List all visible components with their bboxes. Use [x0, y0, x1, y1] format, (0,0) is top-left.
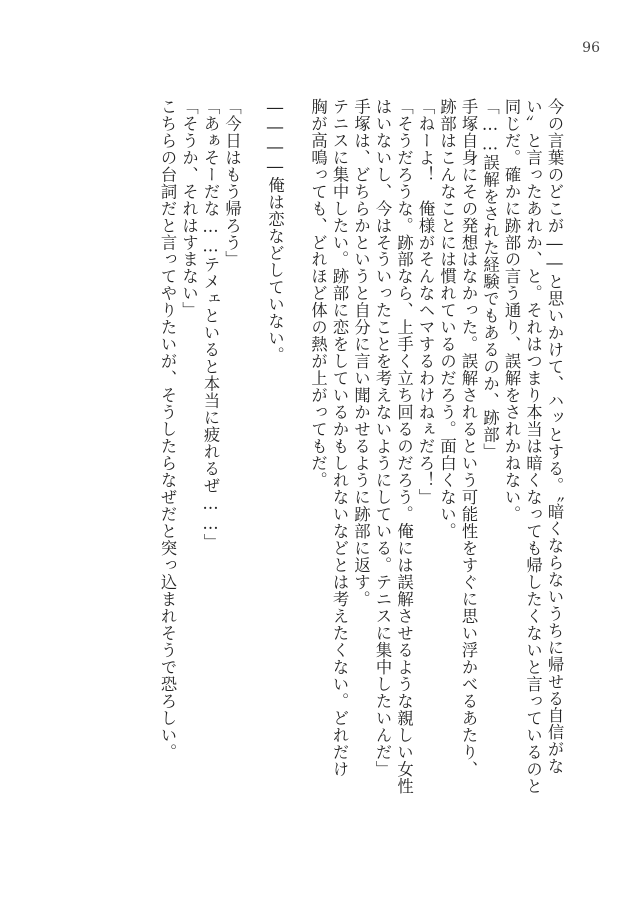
text-line: テニスに集中したい。跡部に恋をしているかもしれないなどとは考えたくない。どれだけ	[330, 98, 349, 778]
text-line: 胸が高鳴っても、どれほど体の熱が上がってもだ。	[308, 98, 328, 489]
scene-emphasis-line: ――――俺は恋などしていない。	[265, 98, 285, 364]
dialogue-line: 「あぁそーだな……テメェといると本当に疲れるぜ……」	[201, 98, 220, 551]
dialogue-line: 「そうか、それはすまない」	[179, 98, 199, 319]
text-line: 手塚は、どちらかというと自分に言い聞かせるように跡部に返す。	[351, 98, 371, 608]
dialogue-line: はいないし、今はそういったことを考えないようにしている。テニスに集中したいんだ」	[373, 98, 392, 778]
text-line: い〟と言ったあれか、と。それはつまり本当は暗くなっても帰したくないと言っているのと	[523, 98, 543, 795]
text-line: こちらの台詞だと言ってやりたいが、そうしたらなぜだと突っ込まれそうで恐ろしい。	[158, 98, 177, 761]
text-line: 跡部はこんなことには慣れているのだろう。面白くない。	[437, 98, 457, 540]
page-number: 96	[582, 40, 600, 56]
blank-line	[244, 98, 264, 870]
text-line: 今の言葉のどこが――と思いかけて、ハッとする。〝暗くならないうちに帰せる自信がな	[545, 98, 564, 775]
text-line: 手塚自身にその発想はなかった。誤解されるという可能性をすぐに思い浮かべるあたり、	[459, 98, 478, 778]
blank-line	[287, 98, 307, 870]
text-line: 同じだ。確かに跡部の言う通り、誤解をされかねない。	[502, 98, 521, 523]
dialogue-line: 「……誤解をされた経験でもあるのか、跡部」	[480, 98, 500, 461]
dialogue-line: 「今日はもう帰ろう」	[222, 98, 242, 268]
dialogue-line: 「そうだろうな。跡部なら、上手く立ち回るのだろう。俺には誤解させるような親しい女性	[394, 98, 414, 795]
dialogue-line: 「ねーよ！ 俺様がそんなヘマするわけねぇだろ！」	[416, 98, 435, 506]
vertical-text-body	[92, 98, 564, 870]
